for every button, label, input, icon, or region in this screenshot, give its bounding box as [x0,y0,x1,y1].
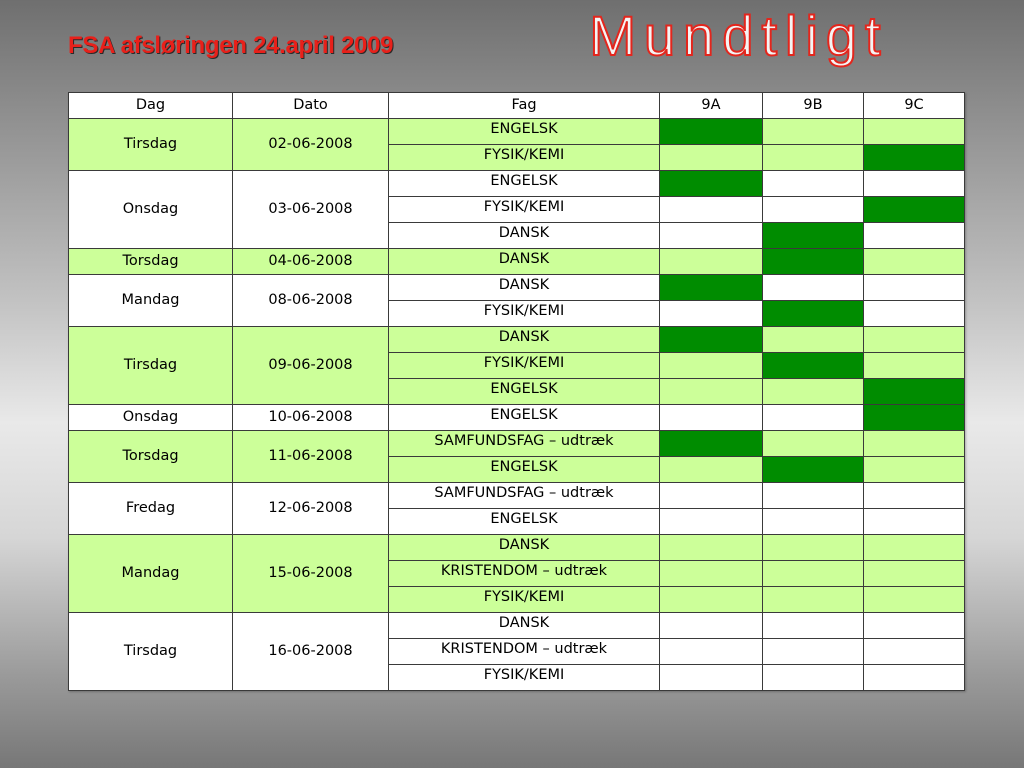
cell-class-9a [660,587,763,613]
cell-class-9c [864,223,965,249]
cell-class-9a [660,535,763,561]
cell-class-9c [864,483,965,509]
cell-class-9c [864,535,965,561]
cell-subject: ENGELSK [389,171,660,197]
cell-class-9a [660,223,763,249]
cell-date: 15-06-2008 [233,535,389,613]
cell-date: 08-06-2008 [233,275,389,327]
cell-day: Torsdag [69,431,233,483]
cell-date: 02-06-2008 [233,119,389,171]
cell-subject: DANSK [389,535,660,561]
cell-day: Tirsdag [69,327,233,405]
cell-subject: SAMFUNDSFAG – udtræk [389,431,660,457]
cell-class-9a [660,405,763,431]
cell-subject: DANSK [389,327,660,353]
cell-date: 10-06-2008 [233,405,389,431]
cell-class-9c [864,171,965,197]
table-row [69,535,965,561]
cell-class-9b-marked [763,457,864,483]
cell-subject: ENGELSK [389,379,660,405]
cell-class-9b [763,535,864,561]
cell-subject: KRISTENDOM – udtræk [389,639,660,665]
table-row [69,171,965,197]
cell-class-9c [864,665,965,691]
cell-class-9a [660,639,763,665]
cell-class-9c-marked [864,405,965,431]
cell-day: Onsdag [69,171,233,249]
cell-subject: SAMFUNDSFAG – udtræk [389,483,660,509]
cell-date: 09-06-2008 [233,327,389,405]
header-9b: 9B [763,93,864,119]
cell-class-9a [660,145,763,171]
cell-class-9a [660,561,763,587]
cell-class-9c [864,249,965,275]
cell-class-9b [763,379,864,405]
cell-date: 12-06-2008 [233,483,389,535]
cell-day: Fredag [69,483,233,535]
cell-subject: FYSIK/KEMI [389,353,660,379]
cell-subject: FYSIK/KEMI [389,301,660,327]
cell-subject: ENGELSK [389,509,660,535]
cell-class-9a [660,613,763,639]
cell-class-9b [763,639,864,665]
table-row [69,327,965,353]
cell-class-9c [864,119,965,145]
cell-class-9c [864,561,965,587]
header-fag: Fag [389,93,660,119]
exam-schedule-table [68,92,965,691]
table-row [69,483,965,509]
header-dag: Dag [69,93,233,119]
cell-class-9c [864,301,965,327]
cell-class-9b [763,613,864,639]
cell-class-9b [763,561,864,587]
cell-class-9a-marked [660,171,763,197]
cell-class-9b-marked [763,223,864,249]
cell-class-9c [864,639,965,665]
cell-class-9a [660,509,763,535]
cell-class-9c [864,327,965,353]
slide-heading: Mundtligt [589,4,889,67]
cell-class-9a-marked [660,119,763,145]
cell-class-9c [864,613,965,639]
cell-class-9a-marked [660,431,763,457]
cell-subject: DANSK [389,275,660,301]
cell-class-9a [660,249,763,275]
header-9c: 9C [864,93,965,119]
table-row [69,613,965,639]
cell-class-9c-marked [864,145,965,171]
table-body [69,119,965,691]
cell-subject: DANSK [389,613,660,639]
cell-class-9c [864,587,965,613]
cell-class-9b [763,171,864,197]
cell-class-9b [763,145,864,171]
cell-class-9b [763,431,864,457]
cell-class-9c-marked [864,197,965,223]
cell-class-9b [763,405,864,431]
cell-day: Torsdag [69,249,233,275]
cell-date: 16-06-2008 [233,613,389,691]
cell-class-9a [660,665,763,691]
cell-class-9b [763,665,864,691]
cell-subject: DANSK [389,249,660,275]
table-row [69,405,965,431]
cell-class-9c [864,509,965,535]
cell-class-9b [763,587,864,613]
cell-class-9b [763,275,864,301]
cell-class-9a [660,197,763,223]
table-row [69,119,965,145]
cell-subject: FYSIK/KEMI [389,587,660,613]
cell-day: Tirsdag [69,613,233,691]
cell-class-9b [763,197,864,223]
cell-subject: FYSIK/KEMI [389,145,660,171]
cell-day: Mandag [69,535,233,613]
cell-subject: FYSIK/KEMI [389,665,660,691]
cell-subject: ENGELSK [389,457,660,483]
table-row [69,431,965,457]
cell-date: 04-06-2008 [233,249,389,275]
cell-class-9a [660,353,763,379]
table-row [69,275,965,301]
cell-class-9a [660,457,763,483]
cell-class-9c [864,353,965,379]
cell-date: 11-06-2008 [233,431,389,483]
cell-class-9a [660,483,763,509]
cell-class-9b [763,483,864,509]
cell-subject: ENGELSK [389,119,660,145]
cell-class-9c [864,275,965,301]
cell-subject: KRISTENDOM – udtræk [389,561,660,587]
cell-class-9b [763,119,864,145]
cell-class-9c [864,457,965,483]
cell-class-9b-marked [763,249,864,275]
cell-subject: DANSK [389,223,660,249]
cell-class-9c-marked [864,379,965,405]
table-header-row [69,93,965,119]
slide-title: FSA afsløringen 24.april 2009 [68,32,394,59]
cell-day: Mandag [69,275,233,327]
cell-subject: FYSIK/KEMI [389,197,660,223]
header-dato: Dato [233,93,389,119]
cell-class-9b [763,327,864,353]
cell-class-9a-marked [660,275,763,301]
cell-subject: ENGELSK [389,405,660,431]
table-row [69,249,965,275]
cell-class-9a [660,379,763,405]
cell-class-9a-marked [660,327,763,353]
cell-class-9b [763,509,864,535]
cell-class-9b-marked [763,301,864,327]
cell-date: 03-06-2008 [233,171,389,249]
cell-class-9a [660,301,763,327]
cell-class-9c [864,431,965,457]
header-9a: 9A [660,93,763,119]
cell-class-9b-marked [763,353,864,379]
cell-day: Onsdag [69,405,233,431]
cell-day: Tirsdag [69,119,233,171]
